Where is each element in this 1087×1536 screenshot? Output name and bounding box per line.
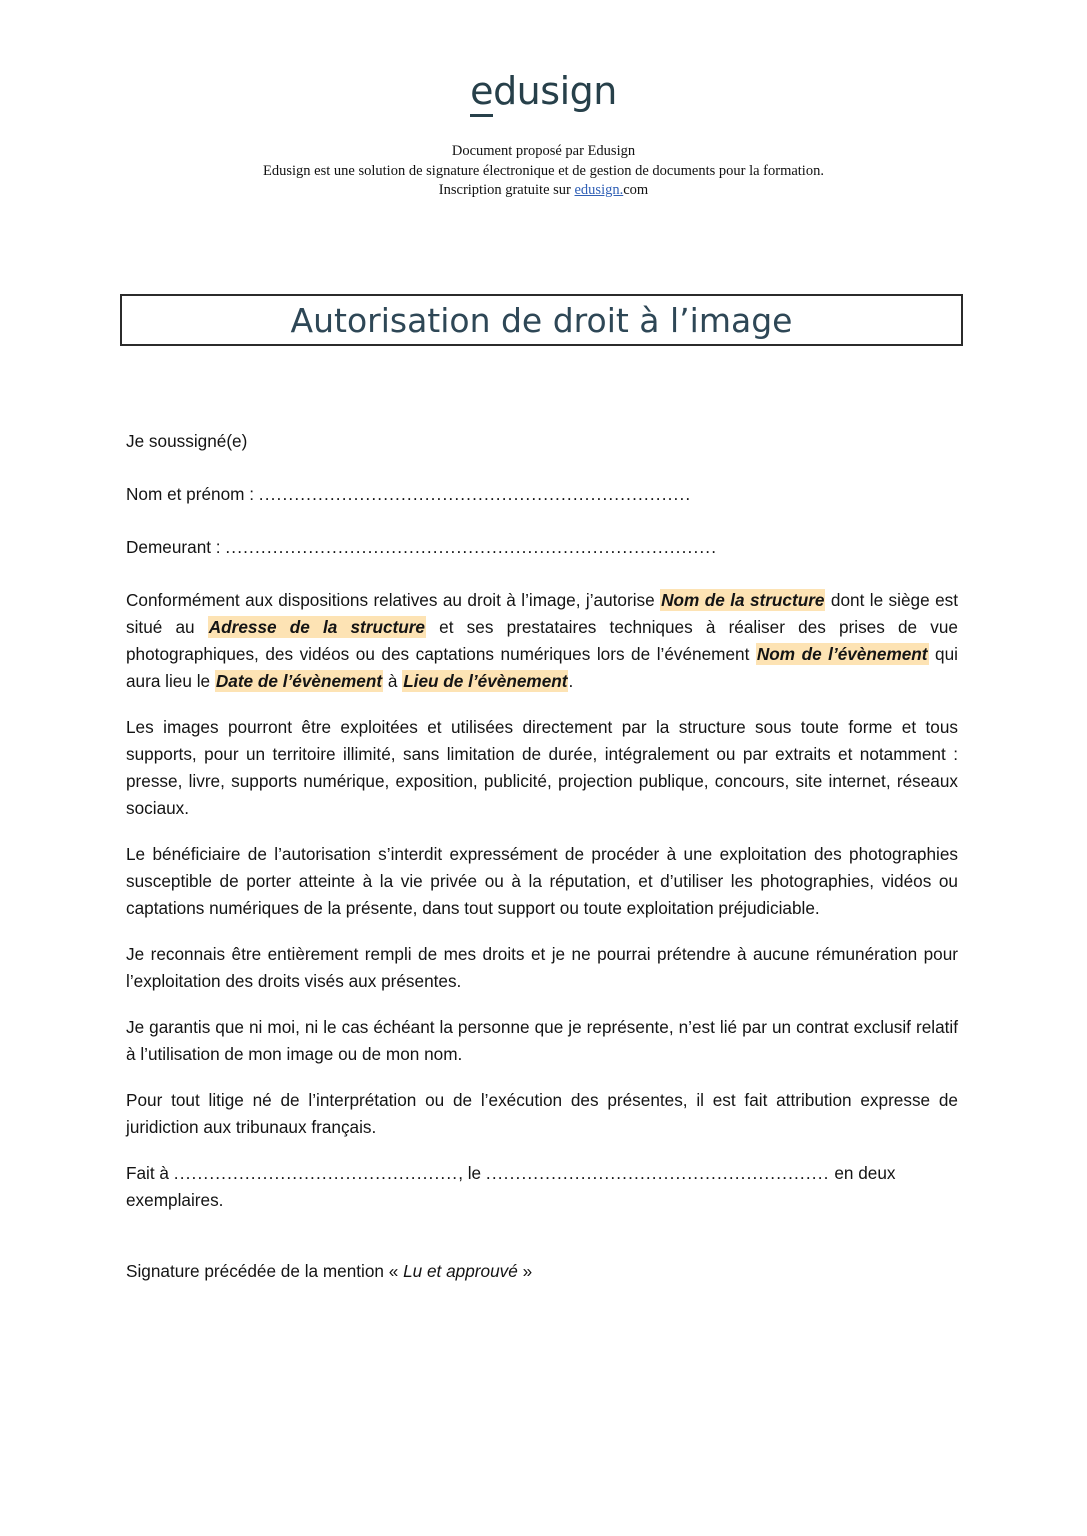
field-nom-prenom-dotted-line[interactable]: ......................................................................... (258, 484, 692, 504)
header-subtitle-block (0, 142, 1087, 201)
fait-suffix-text: en deux exemplaires. (126, 1163, 896, 1210)
field-fait-a-le (126, 1160, 958, 1214)
fait-a-dotted-line[interactable]: ................................................ (173, 1163, 459, 1183)
signup-suffix-text: com (623, 182, 649, 198)
authorization-text-part-6: . (568, 671, 574, 691)
paragraph-je-soussigne: Je soussigné(e) (126, 431, 248, 451)
fait-le-dotted-line[interactable]: .......................................................... (485, 1163, 830, 1183)
header-line-signup (0, 181, 1087, 201)
page-title: Autorisation de droit à l’image (290, 300, 793, 340)
paragraph-jurisdiction: Pour tout litige né de l’interprétation ou de l’exécution des présentes, il est fait attribution expresse de juridiction aux tribunaux français. (126, 1090, 958, 1137)
brand-header (0, 69, 1087, 113)
document-title-box (120, 294, 963, 346)
placeholder-adresse-structure[interactable]: Adresse de la structure (208, 617, 425, 637)
placeholder-nom-structure[interactable]: Nom de la structure (661, 590, 825, 610)
authorization-text-part-4: qui aura lieu le (126, 644, 958, 691)
placeholder-nom-evenement[interactable]: Nom de l’évènement (756, 644, 928, 664)
authorization-text-part-3: et ses prestataires techniques à réaliser des prises de vue photographiques, des vidéos ou des captations numériques lors de l’événement (126, 617, 958, 664)
field-demeurant (126, 534, 958, 561)
paragraph-no-exclusive-contract: Je garantis que ni moi, ni le cas échéant la personne que je représente, n’est lié par un contrat exclusif relatif à l’utilisation de mon image ou de mon nom. (126, 1017, 958, 1064)
logo-letter-e: e (470, 69, 493, 117)
paragraph-beneficiary-restrictions: Le bénéficiaire de l’autorisation s’interdit expressément de procéder à une exploitation des photographies susceptible de porter atteinte à la vie privée ou à la réputation, et d’utiliser les photographies, vidéos ou captations numériques de la présente, dans tout support ou toute exploitation préjudiciable. (126, 844, 958, 918)
authorization-text-part-5: à (383, 671, 403, 691)
header-line-document-proposed: Document proposé par Edusign (451, 143, 636, 159)
paragraph-authorization (126, 587, 958, 695)
signature-prefix-text: Signature précédée de la mention (126, 1261, 389, 1281)
placeholder-lieu-evenement[interactable]: Lieu de l’évènement (403, 671, 568, 691)
edusign-com-link[interactable]: edusign. (574, 182, 624, 198)
signature-mention-text: Lu et approuvé (403, 1261, 518, 1281)
field-demeurant-label: Demeurant : (126, 537, 226, 557)
document-body (126, 428, 958, 1302)
header-line-description: Edusign est une solution de signature électronique et de gestion de documents pour la formation. (263, 162, 824, 179)
paragraph-image-usage: Les images pourront être exploitées et utilisées directement par la structure sous toute forme et tous supports, pour un territoire illimité, sans limitation de durée, intégralement ou par extraits et notamment : presse, livre, supports numérique, exposition, publicité, projection publique, concours, site internet, réseaux sociaux. (126, 717, 958, 818)
signup-prefix-text: Inscription gratuite sur (438, 182, 575, 198)
authorization-text-part-2: dont le siège est situé au (126, 590, 958, 637)
logo-letters-rest: dusign (493, 69, 617, 113)
field-demeurant-dotted-line[interactable]: ................................................................................... (225, 537, 718, 557)
signature-instruction (126, 1258, 958, 1285)
fait-le-label: , le (458, 1163, 486, 1183)
field-nom-prenom (126, 481, 958, 508)
edusign-logo (470, 69, 617, 113)
authorization-text-part-1: Conformément aux dispositions relatives au droit à l’image, j’autorise (126, 590, 661, 610)
signature-open-quote: « (388, 1261, 404, 1281)
signature-close-quote: » (517, 1261, 533, 1281)
fait-a-label: Fait à (126, 1163, 174, 1183)
paragraph-no-remuneration: Je reconnais être entièrement rempli de mes droits et je ne pourrai prétendre à aucune rémunération pour l’exploitation des droits visés aux présentes. (126, 944, 958, 991)
field-nom-prenom-label: Nom et prénom : (126, 484, 259, 504)
placeholder-date-evenement[interactable]: Date de l’évènement (215, 671, 383, 691)
